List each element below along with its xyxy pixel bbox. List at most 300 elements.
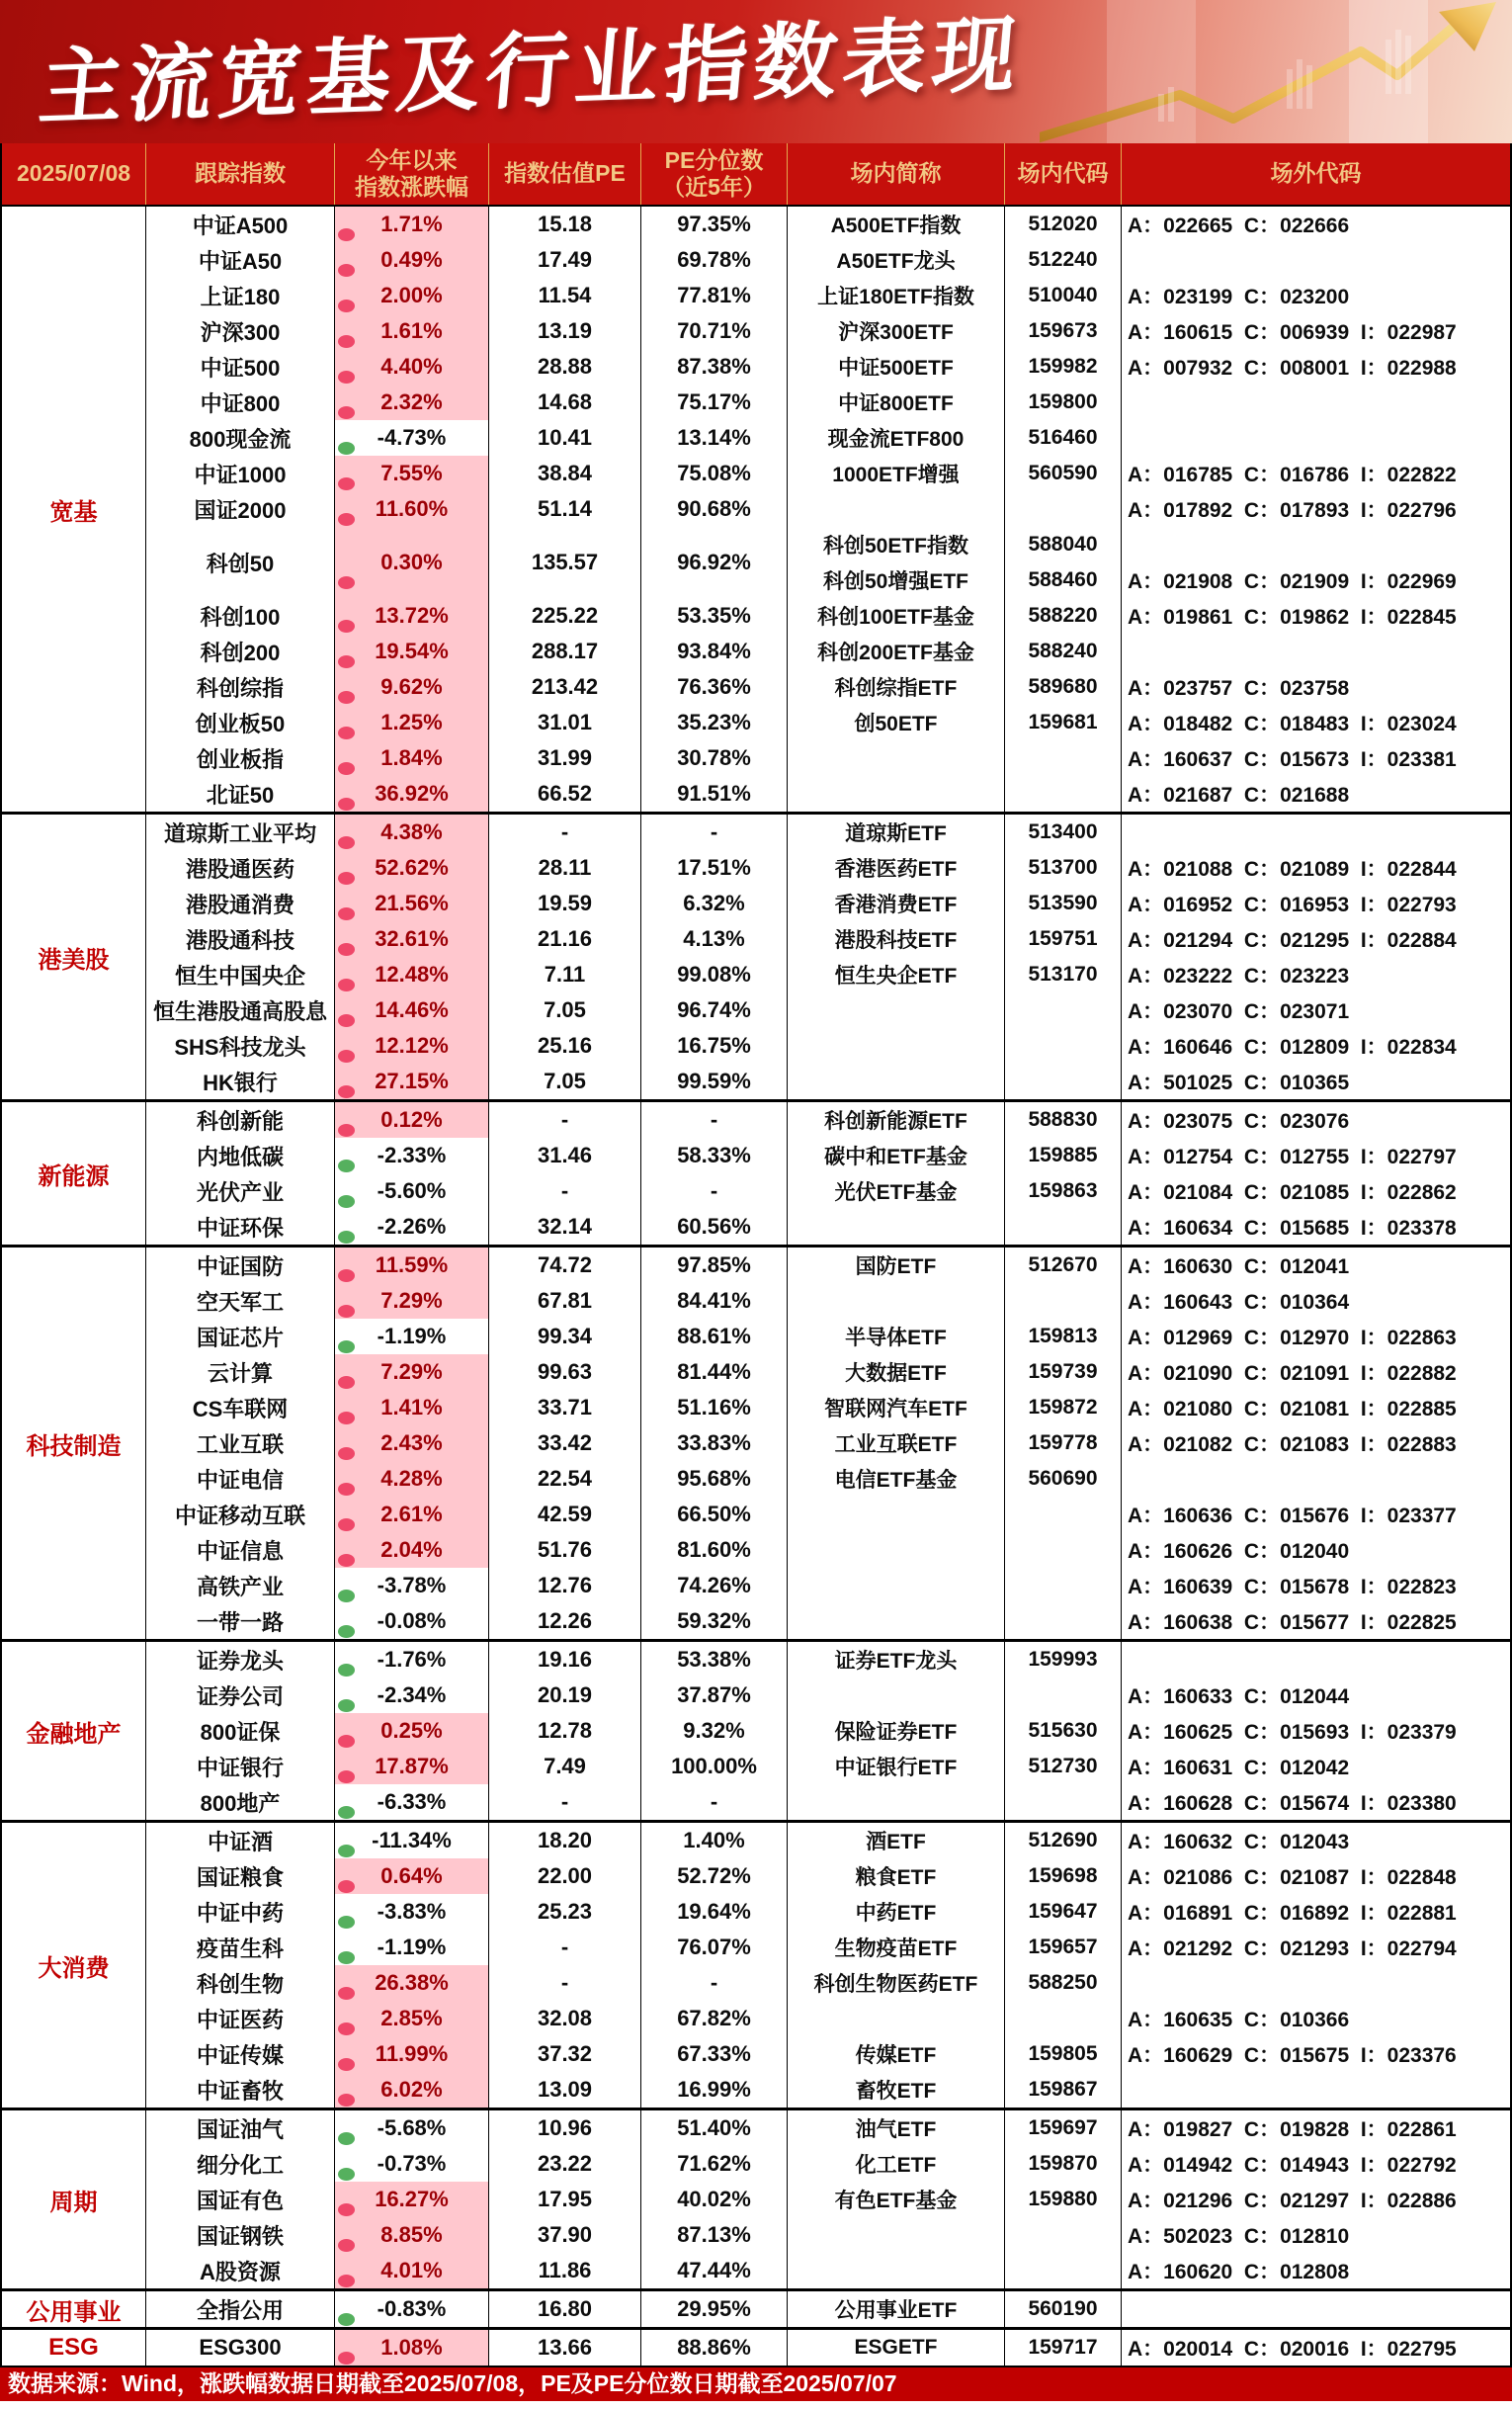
- index-name-cell: 中证800: [146, 385, 335, 420]
- otc-codes-cell: A：021084 C：021085 I：022862: [1128, 1181, 1457, 1204]
- pe-value-cell: 31.01: [489, 705, 641, 740]
- otc-codes-cell: A：016785 C：016786 I：022822: [1128, 464, 1457, 486]
- pe-percentile-cell: 59.32%: [641, 1603, 788, 1639]
- exchange-code-cell: 159717: [1005, 2330, 1122, 2366]
- index-name-cell: 光伏产业: [146, 1173, 335, 1209]
- exchange-abbr-cell: [788, 1603, 1005, 1639]
- otc-codes-cell: [1122, 2072, 1510, 2108]
- pe-percentile-cell: 74.26%: [641, 1568, 788, 1603]
- ytd-change-cell: -0.73%: [335, 2146, 489, 2182]
- index-name-cell: 国证2000: [146, 491, 335, 527]
- otc-codes-cell: [1122, 1965, 1510, 2001]
- pe-percentile-cell: 16.99%: [641, 2072, 788, 2108]
- pe-percentile-cell: 51.40%: [641, 2110, 788, 2146]
- change-dot: [338, 1050, 355, 1063]
- ytd-change-cell: 1.41%: [335, 1390, 489, 1425]
- pe-percentile-cell: 88.86%: [641, 2330, 788, 2366]
- pe-value-cell: 12.78: [489, 1713, 641, 1749]
- exchange-abbr-cell: 科创新能源ETF: [788, 1102, 1005, 1138]
- otc-codes-cell: [1122, 527, 1510, 562]
- ytd-change-cell: 0.30%: [335, 527, 489, 598]
- change-dot: [338, 1447, 355, 1460]
- table-row: [146, 850, 1510, 886]
- index-name-cell: 上证180: [146, 278, 335, 313]
- table-row: [146, 313, 1510, 349]
- exchange-abbr-cell: 中证银行ETF: [788, 1749, 1005, 1784]
- exchange-code-cell: [1005, 491, 1122, 527]
- change-dot: [338, 371, 355, 384]
- section-新能源: [2, 1099, 1510, 1245]
- ytd-change-cell: 0.25%: [335, 1713, 489, 1749]
- table-row: [146, 1930, 1510, 1965]
- table-row: [146, 1713, 1510, 1749]
- pe-value-cell: 17.95: [489, 2182, 641, 2217]
- index-name-cell: 中证电信: [146, 1461, 335, 1497]
- index-name-cell: 空天军工: [146, 1283, 335, 1319]
- index-name-cell: 中证国防: [146, 1248, 335, 1283]
- pe-percentile-cell: 95.68%: [641, 1461, 788, 1497]
- section-金融地产: [2, 1639, 1510, 1820]
- pe-value-cell: 12.26: [489, 1603, 641, 1639]
- section-宽基: [2, 207, 1510, 812]
- otc-codes-cell: A：016952 C：016953 I：022793: [1128, 894, 1457, 916]
- pe-value-cell: 11.86: [489, 2253, 641, 2288]
- otc-codes-cell: A：023199 C：023200: [1128, 286, 1350, 308]
- exchange-abbr-cell: [788, 1678, 1005, 1713]
- section-rows: [146, 2110, 1510, 2288]
- change-dot: [338, 576, 355, 589]
- header-pe-percentile: PE分位数 （近5年）: [641, 143, 788, 205]
- pe-percentile-cell: 9.32%: [641, 1713, 788, 1749]
- index-name-cell: 创业板50: [146, 705, 335, 740]
- change-dot: [338, 1916, 355, 1929]
- ytd-change-cell: -1.19%: [335, 1930, 489, 1965]
- ytd-change-cell: -2.34%: [335, 1678, 489, 1713]
- table-row: [146, 1461, 1510, 1497]
- otc-codes-cell: [1122, 242, 1510, 278]
- otc-codes-cell: A：021086 C：021087 I：022848: [1128, 1866, 1457, 1889]
- exchange-code-cell: 159778: [1005, 1425, 1122, 1461]
- pe-value-cell: 16.80: [489, 2291, 641, 2327]
- change-dot: [338, 1483, 355, 1496]
- exchange-abbr-cell: 现金流ETF800: [788, 420, 1005, 456]
- section-大消费: [2, 1820, 1510, 2108]
- ytd-change-cell: -4.73%: [335, 420, 489, 456]
- table-row: [146, 740, 1510, 776]
- exchange-code-cell: 515630: [1005, 1713, 1122, 1749]
- index-name-cell: 中证500: [146, 349, 335, 385]
- pe-percentile-cell: -: [641, 1173, 788, 1209]
- exchange-code-cell: 512670: [1005, 1248, 1122, 1283]
- index-name-cell: 中证A500: [146, 207, 335, 242]
- otc-codes-cell: A：021296 C：021297 I：022886: [1128, 2190, 1457, 2212]
- exchange-abbr-cell: [788, 992, 1005, 1028]
- exchange-code-cell: 560590: [1005, 456, 1122, 491]
- ytd-change-cell: -5.60%: [335, 1173, 489, 1209]
- change-dot: [338, 1160, 355, 1172]
- exchange-abbr-cell: 中药ETF: [788, 1894, 1005, 1930]
- pe-percentile-cell: 96.92%: [641, 527, 788, 598]
- pe-percentile-cell: 35.23%: [641, 705, 788, 740]
- change-dot: [338, 2022, 355, 2035]
- table-row: [146, 2072, 1510, 2108]
- table-header-row: [2, 143, 1510, 207]
- pe-percentile-cell: 99.08%: [641, 957, 788, 992]
- index-name-cell: 恒生中国央企: [146, 957, 335, 992]
- table-body: [2, 207, 1510, 2366]
- otc-codes-cell: A：021292 C：021293 I：022794: [1128, 1937, 1457, 1960]
- exchange-abbr-cell: 粮食ETF: [788, 1858, 1005, 1894]
- change-dot: [338, 836, 355, 849]
- index-name-cell: 中证传媒: [146, 2036, 335, 2072]
- index-name-cell: 疫苗生科: [146, 1930, 335, 1965]
- section-rows: [146, 1823, 1510, 2108]
- table-row: [146, 1028, 1510, 1064]
- table-row: [146, 921, 1510, 957]
- exchange-abbr-cell: [788, 491, 1005, 527]
- otc-codes-cell: A：160620 C：012808: [1128, 2261, 1350, 2283]
- table-row: [146, 207, 1510, 242]
- index-name-cell: 北证50: [146, 776, 335, 812]
- index-name-cell: 中证酒: [146, 1823, 335, 1858]
- exchange-abbr-cell: [788, 1497, 1005, 1532]
- otc-codes-cell: A：160632 C：012043: [1128, 1831, 1350, 1853]
- change-dot: [338, 1699, 355, 1712]
- change-dot: [338, 798, 355, 811]
- index-name-cell: 科创50: [146, 527, 335, 598]
- pe-value-cell: 31.99: [489, 740, 641, 776]
- pe-value-cell: 51.76: [489, 1532, 641, 1568]
- section-rows: [146, 815, 1510, 1099]
- otc-codes-cell: A：160626 C：012040: [1128, 1540, 1350, 1563]
- table-row: [146, 1568, 1510, 1603]
- ytd-change-cell: 17.87%: [335, 1749, 489, 1784]
- exchange-abbr-cell: 道琼斯ETF: [788, 815, 1005, 850]
- pe-percentile-cell: 37.87%: [641, 1678, 788, 1713]
- otc-codes-cell: A：020014 C：020016 I：022795: [1128, 2338, 1457, 2361]
- exchange-abbr-cell: 港股科技ETF: [788, 921, 1005, 957]
- change-dot: [338, 1987, 355, 2000]
- otc-codes-cell: A：007932 C：008001 I：022988: [1128, 357, 1457, 380]
- section-周期: [2, 2108, 1510, 2288]
- index-name-cell: 国证芯片: [146, 1319, 335, 1354]
- exchange-code-cell: 159657: [1005, 1930, 1122, 1965]
- exchange-code-cell: 159880: [1005, 2182, 1122, 2217]
- ytd-change-cell: 7.29%: [335, 1354, 489, 1390]
- exchange-code-cell: [1005, 740, 1122, 776]
- ytd-change-cell: 1.08%: [335, 2330, 489, 2366]
- pe-value-cell: 42.59: [489, 1497, 641, 1532]
- table-row: [146, 1823, 1510, 1858]
- ytd-change-cell: 32.61%: [335, 921, 489, 957]
- ytd-change-cell: 16.27%: [335, 2182, 489, 2217]
- ytd-change-cell: 0.49%: [335, 242, 489, 278]
- pe-percentile-cell: 67.82%: [641, 2001, 788, 2036]
- exchange-abbr-cell: 工业互联ETF: [788, 1425, 1005, 1461]
- section-rows: [146, 1102, 1510, 1245]
- ytd-change-cell: 2.04%: [335, 1532, 489, 1568]
- pe-value-cell: 288.17: [489, 634, 641, 669]
- change-dot: [338, 1412, 355, 1424]
- ytd-change-cell: 21.56%: [335, 886, 489, 921]
- exchange-abbr-cell: 中证800ETF: [788, 385, 1005, 420]
- table-row: [146, 1390, 1510, 1425]
- pe-percentile-cell: 87.38%: [641, 349, 788, 385]
- table-row: [146, 2146, 1510, 2182]
- otc-codes-cell: A：023757 C：023758: [1128, 677, 1350, 700]
- pe-value-cell: 13.19: [489, 313, 641, 349]
- otc-codes-cell: A：021294 C：021295 I：022884: [1128, 929, 1457, 952]
- pe-percentile-cell: 66.50%: [641, 1497, 788, 1532]
- otc-codes-cell: [1122, 634, 1510, 669]
- otc-codes-cell: A：160634 C：015685 I：023378: [1128, 1217, 1457, 1240]
- pe-percentile-cell: -: [641, 815, 788, 850]
- table-row: [146, 1138, 1510, 1173]
- table-row: [146, 1283, 1510, 1319]
- table-row: [146, 242, 1510, 278]
- otc-codes-cell: A：160630 C：012041: [1128, 1255, 1350, 1278]
- pe-percentile-cell: 69.78%: [641, 242, 788, 278]
- exchange-abbr-cell: [788, 1209, 1005, 1245]
- exchange-abbr-cell: 科创50ETF指数: [788, 527, 1005, 562]
- pe-value-cell: 31.46: [489, 1138, 641, 1173]
- table-row: [146, 1603, 1510, 1639]
- section-rows: [146, 2330, 1510, 2366]
- pe-percentile-cell: 19.64%: [641, 1894, 788, 1930]
- index-name-cell: 国证粮食: [146, 1858, 335, 1894]
- ytd-change-cell: 14.46%: [335, 992, 489, 1028]
- exchange-code-cell: 560190: [1005, 2291, 1122, 2327]
- pe-value-cell: 37.90: [489, 2217, 641, 2253]
- otc-codes-cell: A：021080 C：021081 I：022885: [1128, 1398, 1457, 1420]
- otc-codes-cell: [1122, 2291, 1510, 2327]
- ytd-change-cell: 4.01%: [335, 2253, 489, 2288]
- pe-percentile-cell: 100.00%: [641, 1749, 788, 1784]
- exchange-abbr-cell: [788, 1532, 1005, 1568]
- pe-value-cell: 135.57: [489, 527, 641, 598]
- pe-percentile-cell: 81.60%: [641, 1532, 788, 1568]
- table-row: [146, 1248, 1510, 1283]
- otc-codes-cell: A：160646 C：012809 I：022834: [1128, 1036, 1457, 1059]
- table-row: [146, 2036, 1510, 2072]
- exchange-code-cell: 159697: [1005, 2110, 1122, 2146]
- ytd-change-cell: 11.59%: [335, 1248, 489, 1283]
- otc-codes-cell: A：023222 C：023223: [1128, 965, 1350, 988]
- ytd-change-cell: 2.85%: [335, 2001, 489, 2036]
- table-row: [146, 1678, 1510, 1713]
- change-dot: [338, 1231, 355, 1244]
- exchange-code-cell: 159739: [1005, 1354, 1122, 1390]
- index-name-cell: 800现金流: [146, 420, 335, 456]
- table-row: [146, 886, 1510, 921]
- ytd-change-cell: 4.40%: [335, 349, 489, 385]
- exchange-abbr-cell: [788, 2253, 1005, 2288]
- pe-percentile-cell: 58.33%: [641, 1138, 788, 1173]
- table-row: [146, 1102, 1510, 1138]
- index-name-cell: 中证A50: [146, 242, 335, 278]
- change-dot: [338, 1340, 355, 1353]
- change-dot: [338, 2094, 355, 2107]
- exchange-abbr-cell: 有色ETF基金: [788, 2182, 1005, 2217]
- table-row: [146, 2291, 1510, 2327]
- pe-percentile-cell: 70.71%: [641, 313, 788, 349]
- exchange-abbr-cell: 科创50增强ETF: [788, 562, 1005, 598]
- pe-value-cell: 28.11: [489, 850, 641, 886]
- exchange-code-cell: 159673: [1005, 313, 1122, 349]
- pe-percentile-cell: 47.44%: [641, 2253, 788, 2288]
- exchange-code-cell: [1005, 1497, 1122, 1532]
- otc-codes-cell: A：023075 C：023076: [1128, 1110, 1350, 1133]
- table-row: [146, 2110, 1510, 2146]
- section-ESG: [2, 2327, 1510, 2366]
- otc-codes-cell: A：022665 C：022666: [1128, 215, 1350, 237]
- ytd-change-cell: 7.55%: [335, 456, 489, 491]
- ytd-change-cell: 13.72%: [335, 598, 489, 634]
- pe-value-cell: 66.52: [489, 776, 641, 812]
- pe-value-cell: 37.32: [489, 2036, 641, 2072]
- index-name-cell: CS车联网: [146, 1390, 335, 1425]
- exchange-abbr-cell: A50ETF龙头: [788, 242, 1005, 278]
- table-row: [146, 1319, 1510, 1354]
- change-dot: [338, 872, 355, 885]
- exchange-abbr-cell: 公用事业ETF: [788, 2291, 1005, 2327]
- pe-value-cell: 11.54: [489, 278, 641, 313]
- index-name-cell: 中证环保: [146, 1209, 335, 1245]
- exchange-code-cell: [1005, 776, 1122, 812]
- pe-percentile-cell: 40.02%: [641, 2182, 788, 2217]
- index-name-cell: HK银行: [146, 1064, 335, 1099]
- ytd-change-cell: 6.02%: [335, 2072, 489, 2108]
- pe-percentile-cell: 97.85%: [641, 1248, 788, 1283]
- exchange-code-cell: [1005, 992, 1122, 1028]
- table-row: [146, 815, 1510, 850]
- index-name-cell: 工业互联: [146, 1425, 335, 1461]
- exchange-code-cell: 513400: [1005, 815, 1122, 850]
- table-row: [146, 2253, 1510, 2288]
- exchange-abbr-cell: 科创100ETF基金: [788, 598, 1005, 634]
- pe-value-cell: 19.59: [489, 886, 641, 921]
- otc-codes-cell: A：160615 C：006939 I：022987: [1128, 321, 1457, 344]
- ytd-change-cell: -5.68%: [335, 2110, 489, 2146]
- exchange-abbr-cell: 半导体ETF: [788, 1319, 1005, 1354]
- change-dot: [338, 1014, 355, 1027]
- otc-codes-cell: A：160637 C：015673 I：023381: [1128, 748, 1457, 771]
- exchange-abbr-cell: 光伏ETF基金: [788, 1173, 1005, 1209]
- table-row: [146, 385, 1510, 420]
- exchange-code-cell: 159885: [1005, 1138, 1122, 1173]
- otc-codes-cell: A：016891 C：016892 I：022881: [1128, 1902, 1457, 1925]
- index-name-cell: 国证钢铁: [146, 2217, 335, 2253]
- change-dot: [338, 228, 355, 241]
- exchange-code-cell: 512730: [1005, 1749, 1122, 1784]
- exchange-code-cell: 588220: [1005, 598, 1122, 634]
- pe-value-cell: 33.71: [489, 1390, 641, 1425]
- pe-percentile-cell: 13.14%: [641, 420, 788, 456]
- pe-percentile-cell: 1.40%: [641, 1823, 788, 1858]
- exchange-code-cell: [1005, 1678, 1122, 1713]
- change-dot: [338, 762, 355, 775]
- table-row: [146, 2217, 1510, 2253]
- exchange-code-cell: 513170: [1005, 957, 1122, 992]
- index-name-cell: 云计算: [146, 1354, 335, 1390]
- pe-value-cell: 20.19: [489, 1678, 641, 1713]
- change-dot: [338, 907, 355, 920]
- otc-codes-cell: A：014942 C：014943 I：022792: [1128, 2154, 1457, 2177]
- index-name-cell: 科创100: [146, 598, 335, 634]
- pe-percentile-cell: 90.68%: [641, 491, 788, 527]
- table-row: [146, 957, 1510, 992]
- otc-codes-cell: [1122, 1642, 1510, 1678]
- otc-codes-cell: [1122, 385, 1510, 420]
- pe-value-cell: 10.96: [489, 2110, 641, 2146]
- index-name-cell: 中证畜牧: [146, 2072, 335, 2108]
- exchange-abbr-cell: 畜牧ETF: [788, 2072, 1005, 2108]
- otc-codes-cell: A：160636 C：015676 I：023377: [1128, 1505, 1457, 1527]
- pe-percentile-cell: 53.38%: [641, 1642, 788, 1678]
- ytd-change-cell: -2.26%: [335, 1209, 489, 1245]
- exchange-code-cell: [1005, 1209, 1122, 1245]
- index-name-cell: 证券公司: [146, 1678, 335, 1713]
- change-dot: [338, 2239, 355, 2252]
- index-name-cell: 科创生物: [146, 1965, 335, 2001]
- index-name-cell: 国证油气: [146, 2110, 335, 2146]
- pe-value-cell: 18.20: [489, 1823, 641, 1858]
- exchange-code-cell: 159698: [1005, 1858, 1122, 1894]
- exchange-abbr-cell: 电信ETF基金: [788, 1461, 1005, 1497]
- otc-codes-cell: A：501025 C：010365: [1128, 1072, 1350, 1094]
- pe-value-cell: 19.16: [489, 1642, 641, 1678]
- pe-value-cell: -: [489, 1784, 641, 1820]
- change-dot: [338, 727, 355, 739]
- ytd-change-cell: 0.64%: [335, 1858, 489, 1894]
- table-row: [146, 1532, 1510, 1568]
- otc-codes-cell: A：012969 C：012970 I：022863: [1128, 1327, 1457, 1349]
- table-row: [146, 1894, 1510, 1930]
- table-row: [146, 992, 1510, 1028]
- exchange-code-cell: 159863: [1005, 1173, 1122, 1209]
- change-dot: [338, 691, 355, 704]
- index-name-cell: 800地产: [146, 1784, 335, 1820]
- table-row: [146, 491, 1510, 527]
- pe-percentile-cell: -: [641, 1784, 788, 1820]
- exchange-code-cell: 159993: [1005, 1642, 1122, 1678]
- change-dot: [338, 1376, 355, 1389]
- index-name-cell: A股资源: [146, 2253, 335, 2288]
- exchange-code-cell: 159805: [1005, 2036, 1122, 2072]
- change-dot: [338, 979, 355, 991]
- pe-value-cell: 74.72: [489, 1248, 641, 1283]
- otc-codes-cell: A：021088 C：021089 I：022844: [1128, 858, 1457, 881]
- otc-codes-cell: A：017892 C：017893 I：022796: [1128, 499, 1457, 522]
- index-name-cell: 800证保: [146, 1713, 335, 1749]
- change-dot: [338, 264, 355, 277]
- exchange-abbr-cell: 酒ETF: [788, 1823, 1005, 1858]
- index-name-cell: 道琼斯工业平均: [146, 815, 335, 850]
- exchange-code-cell: 516460: [1005, 420, 1122, 456]
- otc-codes-cell: A：160633 C：012044: [1128, 1685, 1350, 1708]
- exchange-abbr-cell: 大数据ETF: [788, 1354, 1005, 1390]
- index-name-cell: 中证移动互联: [146, 1497, 335, 1532]
- exchange-code-cell: [1005, 1064, 1122, 1099]
- pe-value-cell: 32.08: [489, 2001, 641, 2036]
- exchange-abbr-cell: A500ETF指数: [788, 207, 1005, 242]
- section-科技制造: [2, 1245, 1510, 1639]
- pe-value-cell: 33.42: [489, 1425, 641, 1461]
- ytd-change-cell: 2.32%: [335, 385, 489, 420]
- pe-percentile-cell: 53.35%: [641, 598, 788, 634]
- ytd-change-cell: -0.08%: [335, 1603, 489, 1639]
- table-row: [146, 598, 1510, 634]
